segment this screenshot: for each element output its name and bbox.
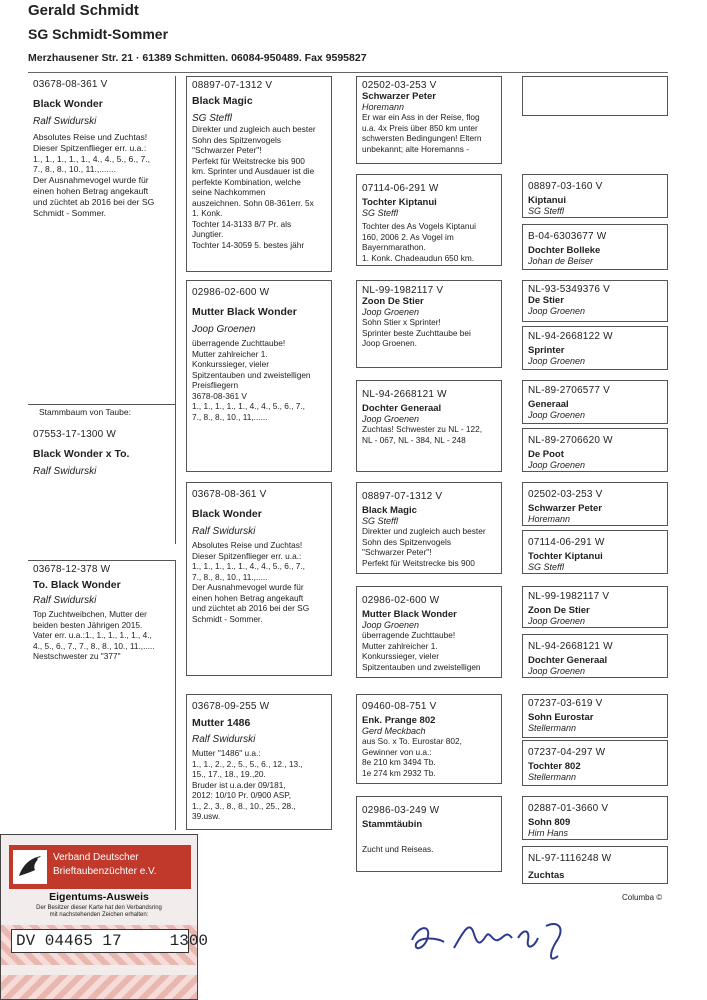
description: Absolutes Reise und Zuchtas! Dieser Spitzenflieger err. u.a.: 1., 1., 1., 1., 1., 4., 4., 5., 6., 7., 7., 8., 8., 10., 11.,....... Der Ausnahmevogel wurde für einen hohen Betrag angekauft und züchtet ab 2016 bei der SG Schmidt - Sommer. (33, 132, 155, 218)
subject-box (28, 404, 176, 544)
ring-number: 07237-03-619 V (528, 698, 603, 709)
pigeon-name: Black Wonder (192, 508, 262, 520)
breeder: Horemann (362, 102, 405, 112)
ring-number: 02887-01-3660 V (528, 803, 609, 814)
ring-number: 08897-07-1312 V (362, 491, 443, 502)
ring-number: NL-89-2706577 V (528, 385, 610, 396)
ring-number: 08897-03-160 V (528, 181, 603, 192)
gg-grandparent-box-8 (522, 482, 668, 526)
pigeon-name: Kiptanui (528, 195, 566, 206)
pigeon-name: Zoon De Stier (362, 296, 424, 307)
subject-name: Black Wonder x To. (33, 448, 130, 460)
gg-grandparent-box-15 (522, 846, 668, 884)
breeder: Ralf Swidurski (192, 734, 256, 745)
breeder: Ralf Swidurski (33, 116, 97, 127)
ring-number: 09460-08-751 V (362, 701, 437, 712)
breeder: SG Steffl (528, 206, 565, 216)
ring-number: NL-97-1116248 W (528, 853, 612, 864)
pigeon-name: Schwarzer Peter (362, 91, 436, 102)
great-grandparent-box-2 (356, 174, 502, 266)
association-banner (9, 845, 191, 889)
grandparent-box-4 (186, 694, 332, 830)
dove-logo-icon (13, 850, 47, 884)
great-grandparent-box-7 (356, 694, 502, 784)
pigeon-name: Black Wonder (33, 98, 103, 110)
ring-number: 02986-02-600 W (192, 287, 270, 298)
breeder: Johan de Beiser (528, 256, 594, 266)
ring-number: 07114-06-291 W (362, 183, 439, 194)
ring-number: 02502-03-253 V (528, 489, 603, 500)
breeder: Joop Groenen (528, 306, 586, 316)
dam-box (28, 560, 176, 830)
subject-ring: 07553-17-1300 W (33, 429, 117, 440)
pigeon-name: Sprinter (528, 345, 565, 356)
pigeon-name: Generaal (528, 399, 569, 410)
pigeon-name: Sohn 809 (528, 817, 571, 828)
gg-grandparent-box-2 (522, 174, 668, 218)
owner-name: Gerald Schmidt (28, 2, 139, 19)
gg-grandparent-box-6 (522, 380, 668, 424)
breeder: Ralf Swidurski (33, 595, 97, 606)
ring-number: NL-94-2668121 W (528, 641, 613, 652)
gg-grandparent-box-5 (522, 326, 668, 370)
breeder: Gerd Meckbach (362, 726, 426, 736)
breeder: Joop Groenen (528, 616, 586, 626)
breeder: Joop Groenen (528, 460, 586, 470)
ring-number: 03678-09-255 W (192, 701, 270, 712)
breeder: SG Steffl (528, 562, 565, 572)
address: Merzhausener Str. 21 · 61389 Schmitten. 06084-950489. Fax 9595827 (28, 52, 367, 64)
description: überragende Zuchttaube! Mutter zahlreicher 1. Konkurssieger, vieler Spitzentauben und zweistelligen Preisfliegern 3678-08-361 V 1., 1., 1., 1., 1., 4., 4., 5., 6., 7., 7., 8., 8., 10., 11,...... (192, 338, 311, 422)
gg-grandparent-box-10 (522, 586, 668, 628)
pigeon-name: Enk. Prange 802 (362, 715, 436, 726)
description: Absolutes Reise und Zuchtas! Dieser Spitzenflieger err. u.a.: 1., 1., 1., 1., 1., 4., 4., 5., 6., 7., 7., 8., 8., 10., 11.,..... Der Ausnahmevogel wurde für einen hohen Betrag angekauft und züchtet ab 2016 bei der SG Schmidt - Sommer. (192, 540, 310, 624)
gg-grandparent-box-9 (522, 530, 668, 574)
breeder: Joop Groenen (528, 356, 586, 366)
pigeon-name: Mutter 1486 (192, 717, 251, 729)
description: Direkter und zugleich auch bester Sohn des Spitzenvogels "Schwarzer Peter"! Perfekt für Weitstrecke bis 900 (362, 526, 486, 568)
loft-name: SG Schmidt-Sommer (28, 26, 169, 42)
pigeon-name: Black Magic (362, 505, 417, 516)
description: Er war ein Ass in der Reise, flog u.a. 4x Preis über 850 km unter schwersten Bedingungen! Eltern unbekannt; alte Horemanns - (362, 112, 482, 154)
ring-number: B-04-6303677 W (528, 231, 607, 242)
pigeon-name: Tochter Kiptanui (528, 551, 603, 562)
card-ring-number: DV 04465 17 1300 (11, 929, 189, 953)
pigeon-name: Black Magic (192, 95, 253, 107)
breeder: Horemann (528, 514, 571, 524)
ring-number: 02502-03-253 V (362, 80, 437, 91)
breeder: Hirn Hans (528, 828, 569, 838)
description: Direkter und zugleich auch bester Sohn des Spitzenvogels "Schwarzer Peter"! Perfekt für Weitstrecke bis 900 km. Sprinter und Ausdauer ist die perfekte Kombination, welche seine Nachkommen auszeichnen. Sohn 08-361err. 5x 1. Konk. Tochter 14-3133 8/7 Pr. als Jungtier. Tochter 14-3059 5. bestes jähr (192, 124, 316, 250)
pigeon-name: Stammtäubin (362, 819, 423, 830)
pigeon-name: De Poot (528, 449, 564, 460)
ring-number: NL-94-2668121 W (362, 389, 447, 400)
ring-number: NL-94-2668122 W (528, 331, 613, 342)
ring-number: NL-89-2706620 W (528, 435, 613, 446)
gg-grandparent-box-12 (522, 694, 668, 738)
ring-number: 07237-04-297 W (528, 747, 606, 758)
breeder: Joop Groenen (362, 620, 420, 630)
association-name: Verband Deutscher Brieftaubenzüchter e.V. (53, 852, 157, 877)
breeder: Joop Groenen (362, 414, 420, 424)
great-grandparent-box-3 (356, 280, 502, 368)
description: Sohn Stier x Sprinter! Sprinter beste Zuchttaube bei Joop Groenen. (362, 317, 471, 348)
ring-number: 03678-12-378 W (33, 564, 111, 575)
ring-number: 02986-02-600 W (362, 595, 440, 606)
breeder: SG Steffl (362, 516, 399, 526)
header-rule (28, 72, 668, 73)
card-pattern-bottom (1, 975, 197, 999)
great-grandparent-box-5 (356, 482, 502, 574)
description: überragende Zuchttaube! Mutter zahlreicher 1. Konkurssieger, vieler Spitzentauben und zweistelligen (362, 630, 481, 672)
breeder: Joop Groenen (528, 410, 586, 420)
pigeon-name: Schwarzer Peter (528, 503, 602, 514)
pigeon-name: Dochter Generaal (362, 403, 442, 414)
breeder: Joop Groenen (362, 307, 420, 317)
great-grandparent-box-8 (356, 796, 502, 872)
breeder: SG Steffl (362, 208, 399, 218)
ring-number: NL-93-5349376 V (528, 284, 610, 295)
ring-number: NL-99-1982117 V (528, 591, 610, 602)
pigeon-name: Dochter Bolleke (528, 245, 601, 256)
gg-grandparent-box-11 (522, 634, 668, 678)
gg-grandparent-box-14 (522, 796, 668, 840)
pigeon-name: Mutter Black Wonder (362, 609, 457, 620)
pigeon-name: Dochter Generaal (528, 655, 608, 666)
pigeon-name: Zoon De Stier (528, 605, 590, 616)
gg-grandparent-box-3 (522, 224, 668, 270)
gg-grandparent-box-4 (522, 280, 668, 322)
description: Mutter "1486" u.a.: 1., 1., 2., 2., 5., 5., 6., 12., 13., 15., 17., 18., 19.,20. Bruder ist u.a.der 09/181, 2012: 10/10 Pr. 0/900 ASP, 1., 2., 3., 8., 8., 10., 25., 28., 39.usw. (192, 748, 303, 821)
description: aus So. x To. Eurostar 802, Gewinner von u.a.: 8e 210 km 3494 Tb. 1e 274 km 2932 Tb. (362, 736, 462, 778)
ring-number: 07114-06-291 W (528, 537, 605, 548)
description: Zucht und Reiseas. (362, 844, 434, 854)
gg-grandparent-box-7 (522, 428, 668, 472)
breeder: Joop Groenen (528, 666, 586, 676)
grandparent-box-2 (186, 280, 332, 472)
description: Zuchtas! Schwester zu NL - 122, NL - 067, NL - 384, NL - 248 (362, 424, 483, 445)
great-grandparent-box-4 (356, 380, 502, 472)
pigeon-name: Tochter Kiptanui (362, 197, 437, 208)
breeder: Stellermann (528, 723, 577, 733)
sire-box (28, 76, 176, 406)
card-title: Eigentums-Ausweis (49, 891, 149, 903)
card-subtitle: Der Besitzer dieser Karte hat den Verbandsring mit nachstehenden Zeichen erhalten: (36, 905, 162, 918)
ring-number: 03678-08-361 V (192, 489, 267, 500)
gg-grandparent-box-13 (522, 740, 668, 786)
description: Tochter des As Vogels Kiptanui 160, 2006 2. As Vogel im Bayernmarathon. 1. Konk. Chadeaudun 650 km. (362, 221, 476, 263)
signature (408, 908, 578, 968)
breeder: Ralf Swidurski (192, 526, 256, 537)
ring-number: 02986-03-249 W (362, 805, 440, 816)
gg-grandparent-box-1 (522, 76, 668, 116)
description: Top Zuchtweibchen, Mutter der beiden besten Jährigen 2015. Vater err. u.a.:1., 1., 1., 1., 1., 4., 4., 5., 6., 7., 7., 8., 8., 10., 11.,..... Nestschwester zu "377" (33, 609, 155, 661)
subject-breeder: Ralf Swidurski (33, 466, 97, 477)
columba-credit: Columba © (622, 893, 663, 902)
pigeon-name: Tochter 802 (528, 761, 581, 772)
ring-number: NL-99-1982117 V (362, 285, 444, 296)
breeder: Joop Groenen (192, 324, 256, 335)
pigeon-name: Zuchtas (528, 870, 565, 881)
great-grandparent-box-6 (356, 586, 502, 678)
grandparent-box-1 (186, 76, 332, 272)
grandparent-box-3 (186, 482, 332, 676)
pigeon-name: To. Black Wonder (33, 579, 121, 591)
pigeon-name: Mutter Black Wonder (192, 306, 297, 318)
pigeon-name: Sohn Eurostar (528, 712, 594, 723)
pigeon-name: De Stier (528, 295, 564, 306)
breeder: Stellermann (528, 772, 577, 782)
ring-number: 03678-08-361 V (33, 79, 108, 90)
ownership-card (0, 834, 209, 1000)
breeder: SG Steffl (192, 113, 233, 124)
subject-label: Stammbaum von Taube: (39, 407, 131, 417)
great-grandparent-box-1 (356, 76, 502, 164)
ring-number: 08897-07-1312 V (192, 80, 273, 91)
